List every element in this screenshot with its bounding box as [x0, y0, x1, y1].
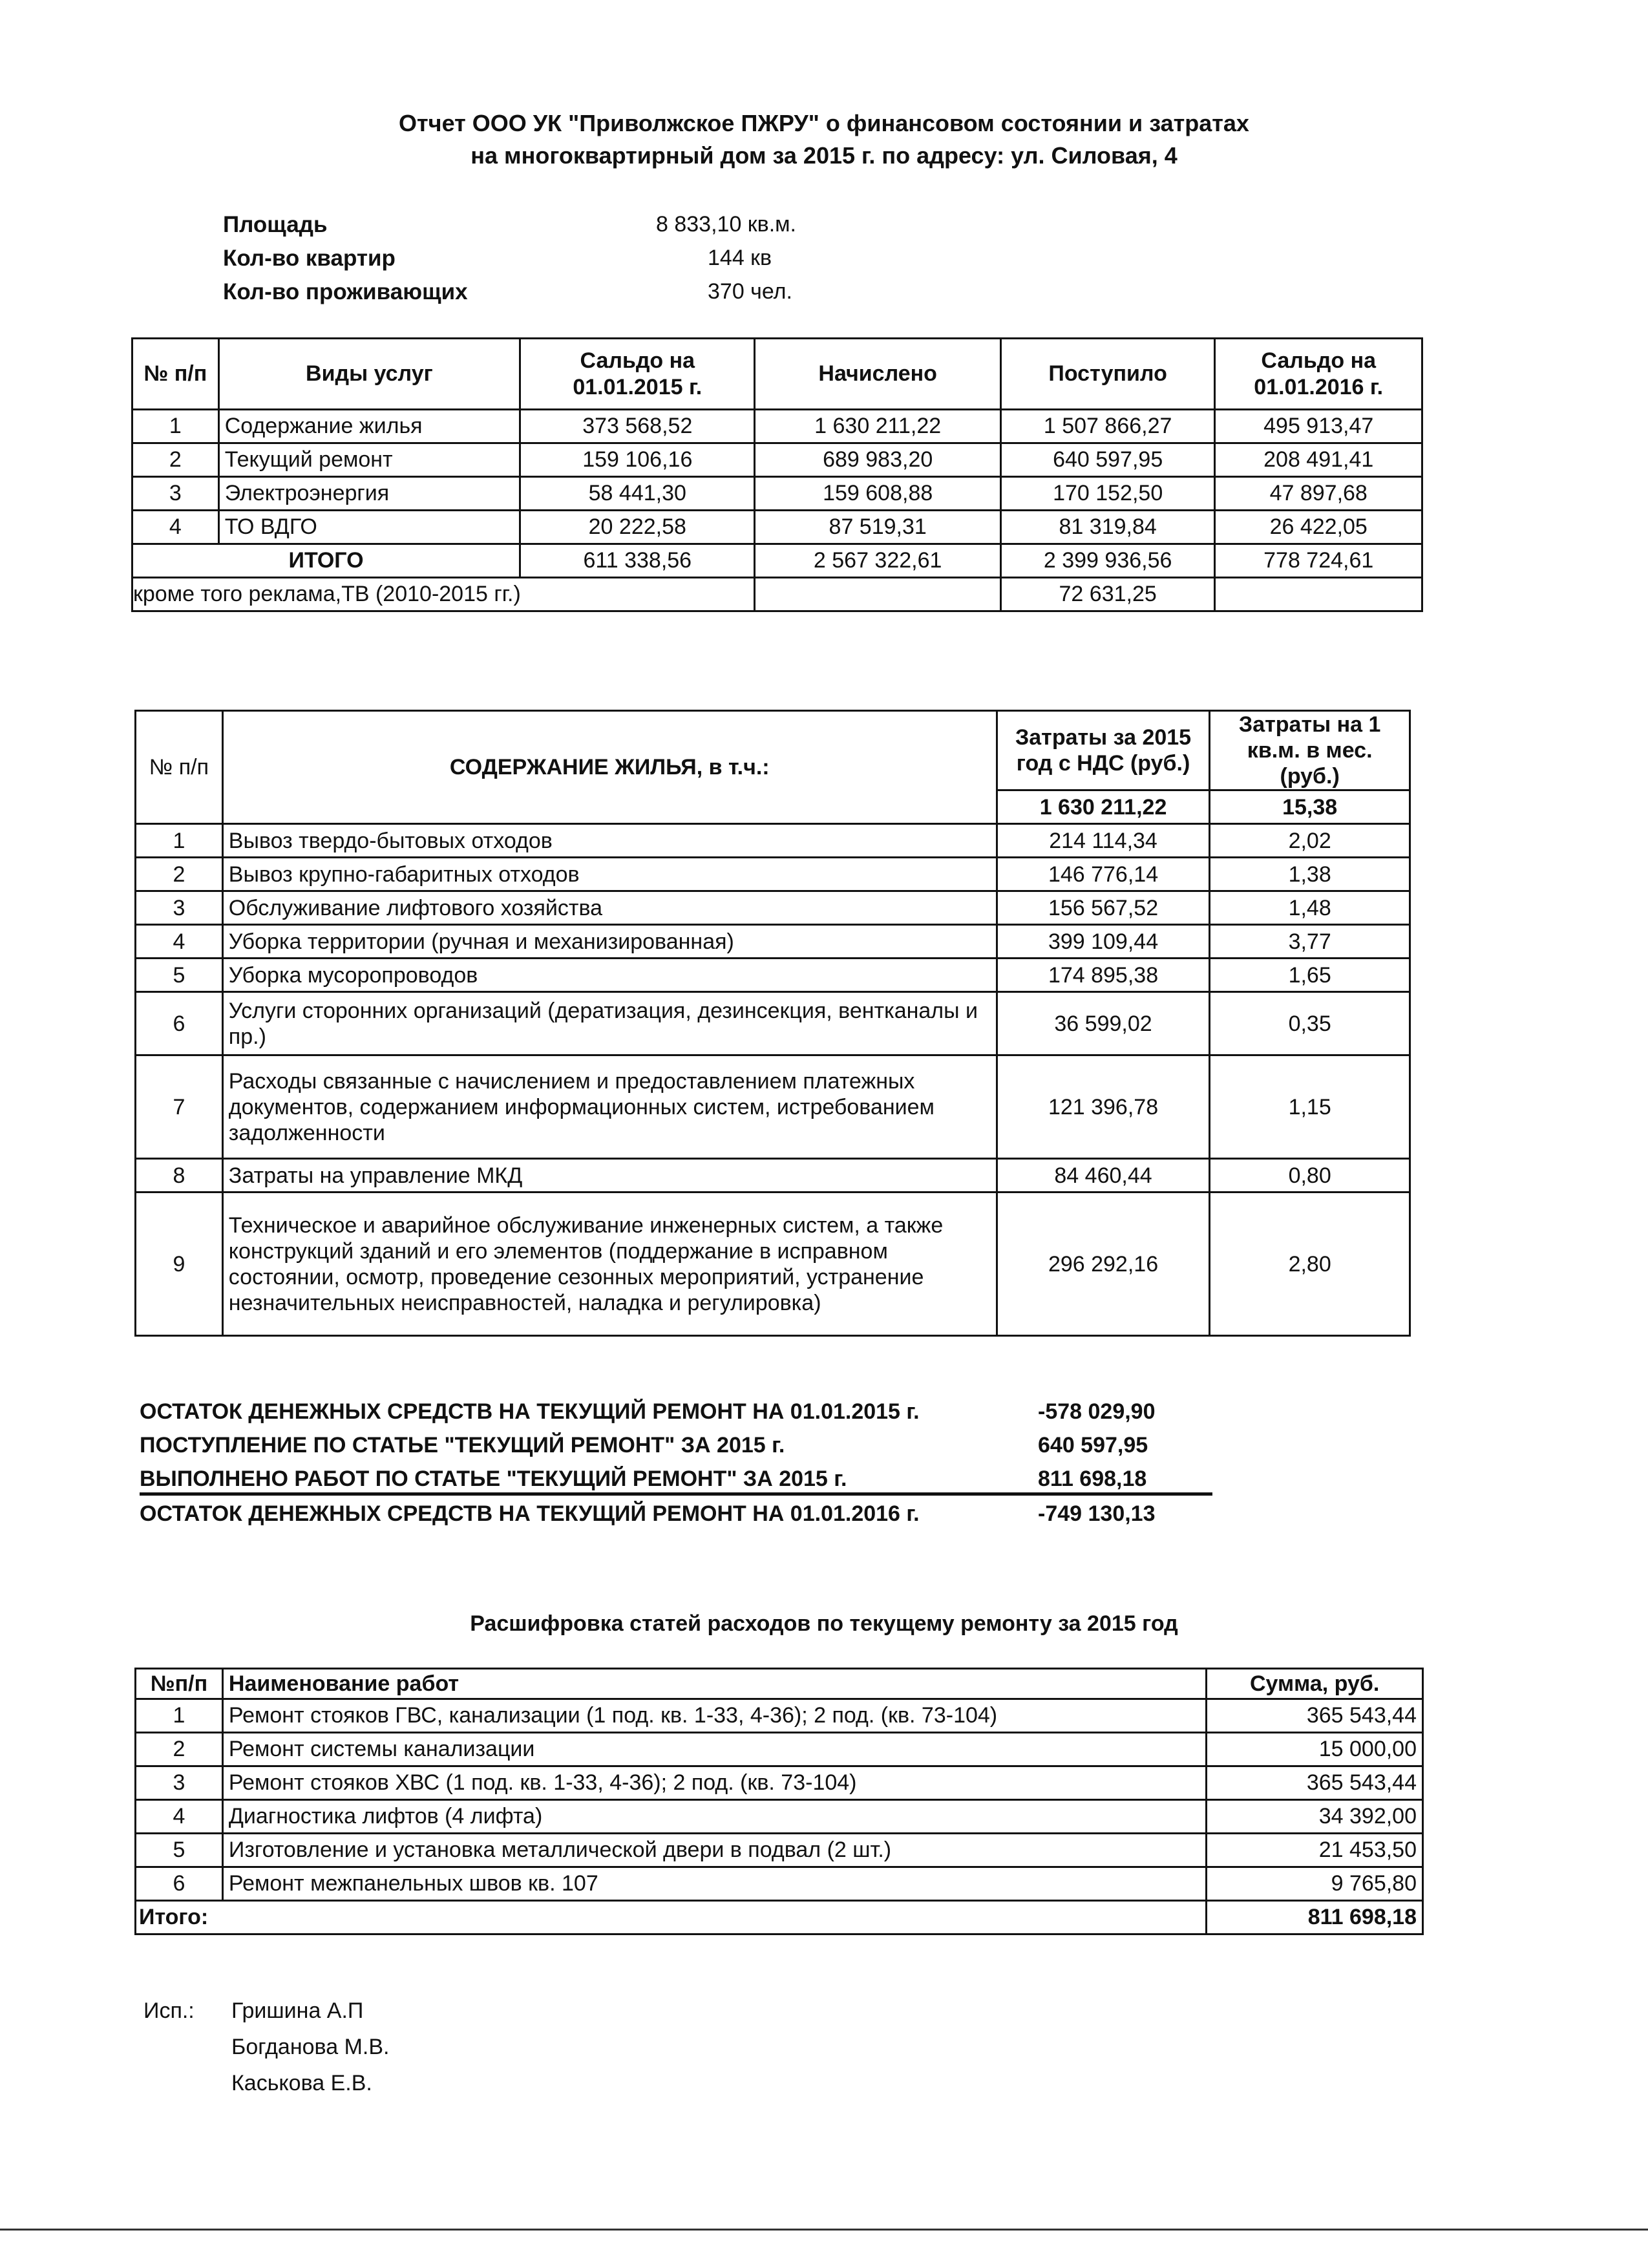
maintenance-total-year: 1 630 211,22: [997, 790, 1210, 824]
maintenance-cell-per-m2: 0,80: [1210, 1159, 1410, 1192]
info-apartments-label: Кол-во квартир: [223, 246, 396, 271]
balance-row: [140, 1501, 1212, 1534]
info-residents-value: 370 чел.: [708, 279, 792, 304]
repair-cell-sum: 21 453,50: [1207, 1834, 1423, 1867]
services-cell-received: 170 152,50: [1000, 477, 1215, 511]
maintenance-cell-year: 84 460,44: [997, 1159, 1210, 1192]
services-cell-charged: 87 519,31: [755, 511, 1000, 544]
maintenance-cell-per-m2: 2,80: [1210, 1192, 1410, 1336]
repair-header-row: [136, 1669, 1423, 1699]
maintenance-cell-name: Расходы связанные с начислением и предоставлением платежных документов, содержанием информационных систем, истребованием задолженности: [222, 1055, 997, 1159]
repair-total-label: Итого:: [136, 1901, 1207, 1934]
services-extra-label: кроме того реклама,ТВ (2010-2015 гг.): [132, 578, 755, 611]
table-row: [136, 1192, 1410, 1336]
repair-cell-name: Изготовление и установка металлической двери в подвал (2 шт.): [222, 1834, 1206, 1867]
balance-divider: [140, 1492, 1212, 1496]
services-cell-received: 81 319,84: [1000, 511, 1215, 544]
repair-total-row: [136, 1901, 1423, 1934]
repair-breakdown-title: Расшифровка статей расходов по текущему ремонту за 2015 год: [470, 1611, 1178, 1636]
maintenance-cell-name: Уборка территории (ручная и механизированная): [222, 925, 997, 959]
table-row: [136, 1055, 1410, 1159]
maintenance-cell-name: Обслуживание лифтового хозяйства: [222, 891, 997, 925]
table-row: [136, 1159, 1410, 1192]
balance-label: ВЫПОЛНЕНО РАБОТ ПО СТАТЬЕ "ТЕКУЩИЙ РЕМОНТ" ЗА 2015 г.: [140, 1467, 847, 1491]
services-total-saldo-2016: 778 724,61: [1215, 544, 1422, 578]
maintenance-cell-num: 1: [136, 824, 223, 858]
services-cell-saldo-2016: 47 897,68: [1215, 477, 1422, 511]
repair-cell-num: 2: [136, 1733, 223, 1766]
maintenance-cell-per-m2: 1,48: [1210, 891, 1410, 925]
maintenance-cell-year: 156 567,52: [997, 891, 1210, 925]
table-row: [136, 858, 1410, 891]
maintenance-cell-year: 296 292,16: [997, 1192, 1210, 1336]
services-cell-charged: 159 608,88: [755, 477, 1000, 511]
services-cell-charged: 1 630 211,22: [755, 410, 1000, 443]
repair-cell-num: 6: [136, 1867, 223, 1901]
repair-header-num: №п/п: [136, 1669, 223, 1699]
table-row: [136, 891, 1410, 925]
services-header-saldo-2016: Сальдо на 01.01.2016 г.: [1215, 339, 1422, 410]
maintenance-header-per-m2: Затраты на 1 кв.м. в мес. (руб.): [1210, 711, 1410, 790]
repair-cell-num: 1: [136, 1699, 223, 1733]
table-row: [132, 443, 1422, 477]
maintenance-cell-year: 36 599,02: [997, 992, 1210, 1055]
maintenance-cell-per-m2: 1,65: [1210, 959, 1410, 992]
table-row: [136, 1699, 1423, 1733]
signer-name: Гришина А.П: [231, 1998, 364, 2023]
signer-name: Богданова М.В.: [231, 2035, 390, 2059]
balance-label: ОСТАТОК ДЕНЕЖНЫХ СРЕДСТВ НА ТЕКУЩИЙ РЕМОНТ НА 01.01.2015 г.: [140, 1399, 920, 1424]
services-extra-empty-cell: [1215, 578, 1422, 611]
maintenance-cell-num: 3: [136, 891, 223, 925]
maintenance-table: [134, 710, 1411, 1337]
repair-cell-sum: 365 543,44: [1207, 1766, 1423, 1800]
table-row: [132, 511, 1422, 544]
info-area-value: 8 833,10 кв.м.: [656, 212, 796, 237]
repair-cell-name: Диагностика лифтов (4 лифта): [222, 1800, 1206, 1834]
services-header-received: Поступило: [1000, 339, 1215, 410]
services-total-received: 2 399 936,56: [1000, 544, 1215, 578]
maintenance-header-row: [136, 711, 1410, 790]
services-cell-num: 4: [132, 511, 219, 544]
repair-header-sum: Сумма, руб.: [1207, 1669, 1423, 1699]
services-extra-received: 72 631,25: [1000, 578, 1215, 611]
services-cell-name: Содержание жилья: [218, 410, 520, 443]
balance-value: 640 597,95: [1038, 1433, 1148, 1457]
maintenance-cell-num: 4: [136, 925, 223, 959]
maintenance-cell-name: Вывоз крупно-габаритных отходов: [222, 858, 997, 891]
table-row: [136, 925, 1410, 959]
balance-row: [140, 1433, 1212, 1465]
table-row: [136, 1834, 1423, 1867]
balance-value: 811 698,18: [1038, 1467, 1147, 1491]
services-extra-empty-cell: [755, 578, 1000, 611]
maintenance-header-year: Затраты за 2015 год с НДС (руб.): [997, 711, 1210, 790]
services-total-charged: 2 567 322,61: [755, 544, 1000, 578]
building-info: [0, 212, 1648, 315]
services-cell-saldo-2016: 26 422,05: [1215, 511, 1422, 544]
signers-label: Исп.:: [143, 1998, 195, 2023]
repair-cell-sum: 34 392,00: [1207, 1800, 1423, 1834]
services-cell-num: 1: [132, 410, 219, 443]
services-cell-num: 3: [132, 477, 219, 511]
balance-label: ПОСТУПЛЕНИЕ ПО СТАТЬЕ "ТЕКУЩИЙ РЕМОНТ" ЗА 2015 г.: [140, 1433, 785, 1457]
services-header-num: № п/п: [132, 339, 219, 410]
services-header-saldo-2015: Сальдо на 01.01.2015 г.: [520, 339, 755, 410]
repair-cell-name: Ремонт системы канализации: [222, 1733, 1206, 1766]
page-bottom-line: [0, 2229, 1648, 2231]
services-cell-received: 1 507 866,27: [1000, 410, 1215, 443]
services-extra-row: [132, 578, 1422, 611]
report-title-line-1: Отчет ООО УК "Приволжское ПЖРУ" о финансовом состоянии и затратах: [399, 110, 1249, 136]
services-cell-saldo-2015: 373 568,52: [520, 410, 755, 443]
maintenance-cell-num: 8: [136, 1159, 223, 1192]
repair-cell-sum: 365 543,44: [1207, 1699, 1423, 1733]
maintenance-cell-per-m2: 3,77: [1210, 925, 1410, 959]
signers-block: [143, 1998, 596, 2115]
table-row: [136, 1733, 1423, 1766]
info-apartments-value: 144 кв: [708, 246, 772, 270]
repair-total-sum: 811 698,18: [1207, 1901, 1423, 1934]
services-cell-saldo-2015: 20 222,58: [520, 511, 755, 544]
repair-balance-summary: [140, 1399, 1238, 1542]
maintenance-cell-per-m2: 1,15: [1210, 1055, 1410, 1159]
repair-cell-name: Ремонт стояков ХВС (1 под. кв. 1-33, 4-36); 2 под. (кв. 73-104): [222, 1766, 1206, 1800]
maintenance-cell-name: Затраты на управление МКД: [222, 1159, 997, 1192]
maintenance-cell-num: 2: [136, 858, 223, 891]
repair-cell-num: 4: [136, 1800, 223, 1834]
services-cell-name: ТО ВДГО: [218, 511, 520, 544]
services-cell-saldo-2015: 58 441,30: [520, 477, 755, 511]
maintenance-cell-per-m2: 0,35: [1210, 992, 1410, 1055]
maintenance-cell-per-m2: 1,38: [1210, 858, 1410, 891]
report-title-line-2: на многоквартирный дом за 2015 г. по адресу: ул. Силовая, 4: [470, 142, 1178, 169]
info-area-label: Площадь: [223, 212, 328, 237]
maintenance-cell-year: 121 396,78: [997, 1055, 1210, 1159]
services-cell-charged: 689 983,20: [755, 443, 1000, 477]
repair-table: [134, 1668, 1424, 1935]
maintenance-cell-num: 6: [136, 992, 223, 1055]
maintenance-cell-num: 7: [136, 1055, 223, 1159]
info-residents-label: Кол-во проживающих: [223, 279, 468, 304]
maintenance-header-name: СОДЕРЖАНИЕ ЖИЛЬЯ, в т.ч.:: [222, 711, 997, 824]
table-row: [136, 824, 1410, 858]
services-header-name: Виды услуг: [218, 339, 520, 410]
maintenance-cell-num: 9: [136, 1192, 223, 1336]
maintenance-cell-num: 5: [136, 959, 223, 992]
signer-name: Каськова Е.В.: [231, 2071, 372, 2095]
maintenance-cell-name: Техническое и аварийное обслуживание инженерных систем, а также конструкций зданий и его элементов (поддержание в исправном состоянии, осмотр, проведение сезонных мероприятий, устранение незначительных неисправностей, наладка и регулировка): [222, 1192, 997, 1336]
maintenance-cell-year: 174 895,38: [997, 959, 1210, 992]
maintenance-total-per-m2: 15,38: [1210, 790, 1410, 824]
services-cell-saldo-2016: 495 913,47: [1215, 410, 1422, 443]
table-row: [136, 1766, 1423, 1800]
table-row: [136, 1867, 1423, 1901]
services-total-saldo-2015: 611 338,56: [520, 544, 755, 578]
repair-cell-name: Ремонт межпанельных швов кв. 107: [222, 1867, 1206, 1901]
services-cell-name: Текущий ремонт: [218, 443, 520, 477]
services-header-row: [132, 339, 1422, 410]
maintenance-header-num: № п/п: [136, 711, 223, 824]
repair-cell-sum: 9 765,80: [1207, 1867, 1423, 1901]
table-row: [132, 410, 1422, 443]
balance-label: ОСТАТОК ДЕНЕЖНЫХ СРЕДСТВ НА ТЕКУЩИЙ РЕМОНТ НА 01.01.2016 г.: [140, 1501, 920, 1526]
maintenance-cell-name: Уборка мусоропроводов: [222, 959, 997, 992]
services-cell-saldo-2016: 208 491,41: [1215, 443, 1422, 477]
services-cell-num: 2: [132, 443, 219, 477]
table-row: [136, 992, 1410, 1055]
maintenance-cell-name: Вывоз твердо-бытовых отходов: [222, 824, 997, 858]
maintenance-cell-year: 399 109,44: [997, 925, 1210, 959]
services-total-label: ИТОГО: [132, 544, 520, 578]
maintenance-cell-name: Услуги сторонних организаций (дератизация, дезинсекция, вентканалы и пр.): [222, 992, 997, 1055]
maintenance-cell-year: 146 776,14: [997, 858, 1210, 891]
services-cell-name: Электроэнергия: [218, 477, 520, 511]
table-row: [136, 1800, 1423, 1834]
services-cell-saldo-2015: 159 106,16: [520, 443, 755, 477]
repair-cell-num: 5: [136, 1834, 223, 1867]
balance-value: -578 029,90: [1038, 1399, 1156, 1424]
repair-cell-sum: 15 000,00: [1207, 1733, 1423, 1766]
repair-header-name: Наименование работ: [222, 1669, 1206, 1699]
services-table: [131, 337, 1423, 612]
maintenance-cell-per-m2: 2,02: [1210, 824, 1410, 858]
maintenance-cell-year: 214 114,34: [997, 824, 1210, 858]
services-header-charged: Начислено: [755, 339, 1000, 410]
balance-row: [140, 1399, 1212, 1432]
services-total-row: [132, 544, 1422, 578]
repair-cell-name: Ремонт стояков ГВС, канализации (1 под. кв. 1-33, 4-36); 2 под. (кв. 73-104): [222, 1699, 1206, 1733]
table-row: [136, 959, 1410, 992]
table-row: [132, 477, 1422, 511]
repair-cell-num: 3: [136, 1766, 223, 1800]
services-cell-received: 640 597,95: [1000, 443, 1215, 477]
balance-value: -749 130,13: [1038, 1501, 1156, 1526]
